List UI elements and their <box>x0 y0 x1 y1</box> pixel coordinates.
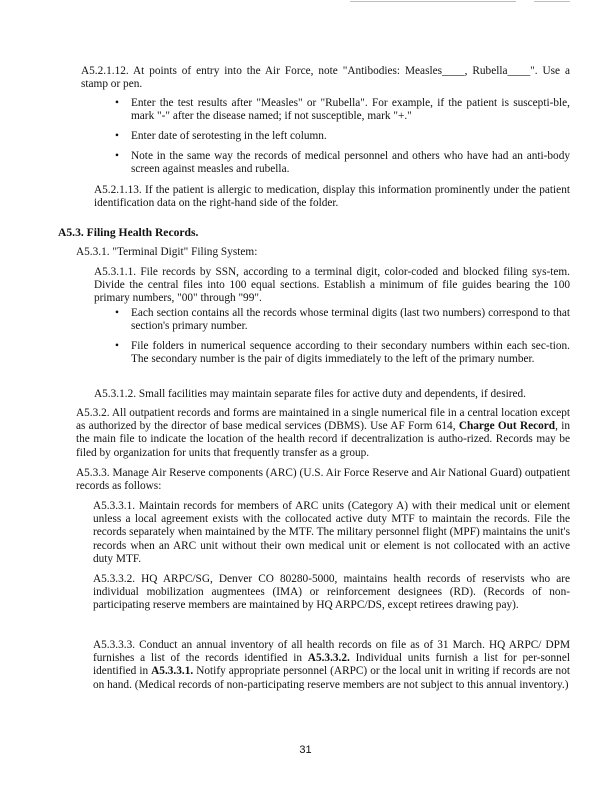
paragraph-text: Notify appropriate personnel (ARPC) or the local unit in writing if records are not on hand. (Medical records of non-participating reserve members are not subject to this annual inventory.) <box>93 665 570 691</box>
paragraph-a5-2-1-13: A5.2.1.13. If the patient is allergic to medication, display this information prominently under the patient identification data on the right-hand side of the folder. <box>94 184 570 210</box>
bullet-icon: • <box>115 307 119 319</box>
paragraph-text: , in the main file to indicate the location of the health record if decentralization is autho-rized. Records may be filed by organization for units that frequently transfer as a group. <box>76 420 570 459</box>
paragraph-a5-3-1-2: A5.3.1.2. Small facilities may maintain separate files for active duty and dependents, if desired. <box>94 388 526 400</box>
paragraph-a5-3-3-1: A5.3.3.1. Maintain records for members of ARC units (Category A) with their medical unit or element unless a local agreement exists with the collocated active duty MTF to maintain the records. File the records separately when maintained by the MTF. The military personnel flight (MPF) maintains the unit's records when an ARC unit without their own medical unit or element is not collocated with an active duty MTF. <box>93 500 570 565</box>
bullet-icon: • <box>115 150 119 162</box>
paragraph-text: A5.3.2. All outpatient records and forms are maintained in a single numerical file in a central location except as authorized by the director of base medical services (DBMS). Use AF Form 614, <box>76 407 570 433</box>
paragraph-a5-3-3: A5.3.3. Manage Air Reserve components (ARC) (U.S. Air Force Reserve and Air National Guard) outpatient records as follows: <box>76 467 570 493</box>
section-heading-a5-3: A5.3. Filing Health Records. <box>58 226 199 239</box>
reference-a5-3-3-1: A5.3.3.1. <box>151 665 194 678</box>
paragraph-a5-3-2 <box>76 407 570 460</box>
paragraph-a5-3-3-2: A5.3.3.2. HQ ARPC/SG, Denver CO 80280-5000, maintains health records of reservists who are individual mobilization augmentees (IMA) or reinforcement designees (RD). (Records of non-participating reserve members are maintained by HQ ARPC/DS, except retirees drawing pay). <box>93 573 570 612</box>
reference-a5-3-3-2: A5.3.3.2. <box>307 652 350 665</box>
bullet-icon: • <box>115 97 119 109</box>
bullet-text: Enter date of serotesting in the left column. <box>131 130 327 142</box>
bullet-icon: • <box>115 340 119 352</box>
form-title-charge-out-record: Charge Out Record <box>458 420 556 433</box>
paragraph-text: Individual units furnish a list for per-sonnel identified in <box>93 652 570 678</box>
paragraph-a5-3-1: A5.3.1. "Terminal Digit" Filing System: <box>76 246 258 258</box>
page-number: 31 <box>299 744 312 756</box>
paragraph-a5-3-3-3 <box>93 639 570 692</box>
top-rule-left <box>350 1 516 2</box>
bullet-icon: • <box>115 130 119 142</box>
paragraph-a5-3-1-1: A5.3.1.1. File records by SSN, according to a terminal digit, color-coded and blocked filing sys-tem. Divide the central files into 100 equal sections. Establish a minimum of file guides bearing the 100 primary numbers, "00" through "99". <box>94 266 570 305</box>
top-rule-right <box>534 1 570 2</box>
bullet-text: File folders in numerical sequence according to their secondary numbers within each sec-tion. The secondary number is the pair of digits immediately to the left of the primary number. <box>131 340 570 366</box>
bullet-text: Each section contains all the records whose terminal digits (last two numbers) correspond to that section's primary number. <box>131 307 570 333</box>
bullet-text: Enter the test results after "Measles" or "Rubella". For example, if the patient is suscepti-ble, mark "-" after the disease named; if not susceptible, mark "+." <box>131 97 570 123</box>
paragraph-a5-2-1-12: A5.2.1.12. At points of entry into the Air Force, note "Antibodies: Measles____, Rubella____". Use a stamp or pen. <box>81 65 570 91</box>
paragraph-text: A5.3.3.3. Conduct an annual inventory of all health records on file as of 31 March. HQ ARPC/ DPM furnishes a list of the records identified in <box>93 639 570 665</box>
bullet-text: Note in the same way the records of medical personnel and others who have had an anti-body screen against measles and rubella. <box>131 150 570 176</box>
